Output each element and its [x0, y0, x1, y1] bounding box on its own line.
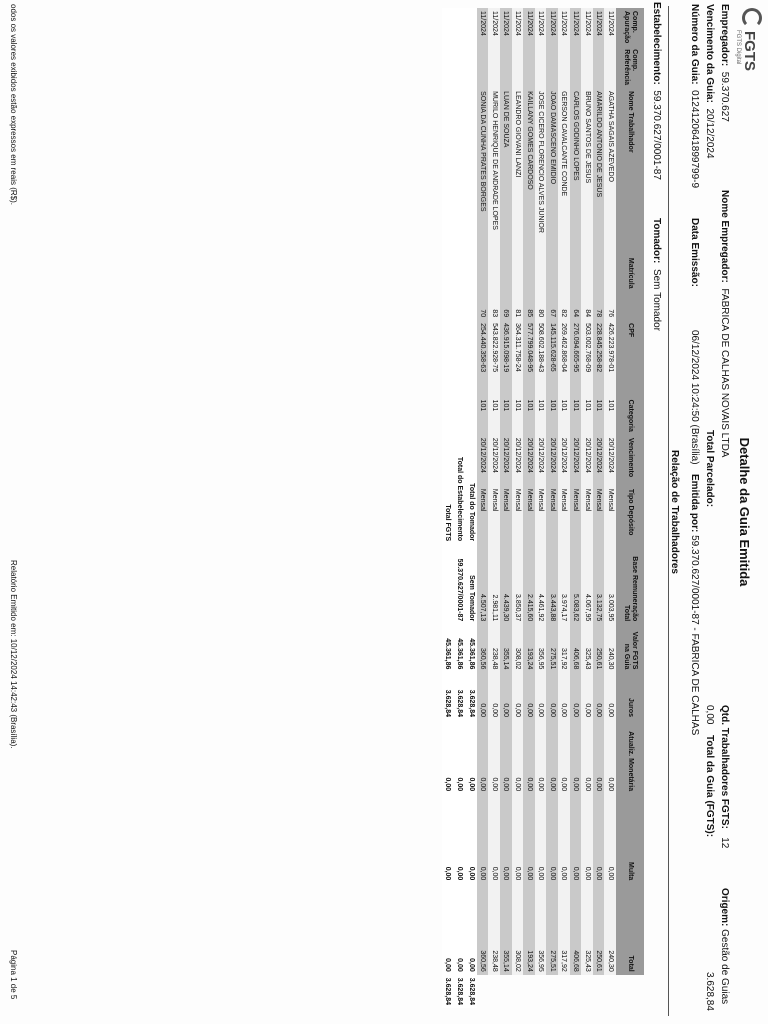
emitida-por [689, 474, 700, 735]
cell-base: 4.439,30 [500, 544, 512, 624]
cell-comp-referencia [477, 46, 489, 88]
cell-total: 360,56 [477, 883, 489, 974]
currency-note: odos os valores exibidos estão expressos em reais (R$). [9, 4, 18, 205]
cell-multa: 0,00 [523, 794, 535, 883]
nome-empregador-value: FABRICA DE CALHAS NOVAIS LTDA [719, 288, 730, 458]
empregador [719, 4, 730, 122]
cell-multa: 0,00 [570, 794, 582, 883]
data-emissao-value: 06/12/2024 10:24:50 (Brasília) [689, 330, 700, 465]
cell-tipo-deposito: Mensal [604, 486, 616, 544]
cell-multa: 0,00 [558, 794, 570, 883]
section-divider [668, 6, 669, 1016]
empregador-value: 59.370.627 [719, 71, 730, 122]
cell-base: 2.981,11 [488, 544, 500, 624]
cell-categoria: 101 [535, 397, 547, 435]
total-fgts-row-label: Total FGTS [442, 397, 454, 545]
cell-atualiz: 0,00 [570, 720, 582, 794]
cell-nome: JOAO DAMASCENO EMIDIO [546, 88, 558, 255]
cell-cpf: 269.462.868-04 [558, 320, 570, 396]
col-base: Base Remuneração Total [616, 544, 644, 624]
cell-multa: 0,00 [535, 794, 547, 883]
cell-atualiz: 0,00 [535, 720, 547, 794]
cell-nome: AGATHA SAGAIS AZEVEDO [604, 88, 616, 255]
total-estabelecimento-row-multa: 0,00 [454, 883, 466, 974]
total-estabelecimento-row-name: 59.370.627/0001-87 [454, 544, 466, 624]
cell-comp-referencia [604, 46, 616, 88]
empregador-label: Empregador: [719, 4, 730, 67]
col-atualiz: Atualiz. Monetária [616, 720, 644, 794]
vencimento-guia [704, 4, 715, 159]
cell-atualiz: 0,00 [546, 720, 558, 794]
cell-categoria: 101 [500, 397, 512, 435]
qtd-trab-value: 12 [719, 837, 730, 849]
cell-cpf: 145.115.628-65 [546, 320, 558, 396]
total-fgts-row-multa: 0,00 [442, 883, 454, 974]
total-guia-label: Total da Guia (FGTS): [704, 735, 715, 838]
logo-text: FGTS [741, 31, 758, 71]
cell-total: 406,68 [570, 883, 582, 974]
tomador-label: Tomador: [651, 218, 662, 264]
total-parcelado-value: 0,00 [704, 705, 715, 725]
table-row [523, 8, 535, 1008]
cell-nome: SONIA DA CUNHA PRATES BORGES [477, 88, 489, 255]
cell-cpf: 228.845.258-82 [593, 320, 605, 396]
cell-multa: 0,00 [604, 794, 616, 883]
col-cpf: CPF [616, 320, 644, 396]
total-tomador-fgts: 3.628,84 [465, 672, 477, 720]
spacer-cell [454, 8, 466, 397]
total-tomador-label: Total do Tomador [465, 435, 477, 544]
cell-matricula: 81 [512, 255, 524, 320]
cell-comp-referencia [581, 46, 593, 88]
cell-nome: GERSON CAVALCANTE CONDE [558, 88, 570, 255]
cell-vencimento: 20/12/2024 [500, 435, 512, 486]
cell-atualiz: 0,00 [488, 720, 500, 794]
cell-juros: 0,00 [500, 672, 512, 720]
cell-matricula: 84 [581, 255, 593, 320]
cell-matricula: 64 [570, 255, 582, 320]
cell-vencimento: 20/12/2024 [488, 435, 500, 486]
cell-cpf: 503.002.768-09 [581, 320, 593, 396]
total-estabelecimento-row-label: Total do Estabelecimento [454, 397, 466, 545]
col-multa: Multa [616, 794, 644, 883]
cell-comp-apuracao: 11/2024 [535, 8, 547, 46]
cell-comp-referencia [512, 46, 524, 88]
cell-atualiz: 0,00 [477, 720, 489, 794]
cell-valor-fgts: 250,61 [593, 624, 605, 672]
table-row [488, 8, 500, 1008]
origem-value: Gestão de Guias [719, 929, 730, 1005]
cell-categoria: 101 [512, 397, 524, 435]
cell-valor-fgts: 308,02 [512, 624, 524, 672]
cell-vencimento: 20/12/2024 [604, 435, 616, 486]
cell-comp-apuracao: 11/2024 [558, 8, 570, 46]
col-comp-referencia: Comp. Referência [616, 46, 644, 88]
table-row [477, 8, 489, 1008]
cell-valor-fgts: 275,51 [546, 624, 558, 672]
cell-tipo-deposito: Mensal [477, 486, 489, 544]
numero-guia-value: 0124120641899799-9 [689, 90, 700, 189]
cell-tipo-deposito: Mensal [488, 486, 500, 544]
cell-nome: JOSE CICERO FLORENCIO ALVES JUNIOR [535, 88, 547, 255]
page-number: Página 1 de 5 [9, 950, 18, 1000]
cell-comp-referencia [535, 46, 547, 88]
cell-categoria: 101 [604, 397, 616, 435]
total-estabelecimento-row-juros: 0,00 [454, 720, 466, 794]
total-fgts-row-name [442, 544, 454, 624]
cell-tipo-deposito: Mensal [570, 486, 582, 544]
cell-nome: LEANDRO GIOVANI LANZI [512, 88, 524, 255]
table-header-row [616, 8, 644, 1008]
col-vencimento: Vencimento [616, 435, 644, 486]
cell-total: 355,14 [500, 883, 512, 974]
cell-base: 2.415,60 [523, 544, 535, 624]
cell-tipo-deposito: Mensal [593, 486, 605, 544]
cell-valor-fgts: 238,48 [488, 624, 500, 672]
cell-atualiz: 0,00 [512, 720, 524, 794]
cell-tipo-deposito: Mensal [581, 486, 593, 544]
cell-juros: 0,00 [488, 672, 500, 720]
cell-total: 275,51 [546, 883, 558, 974]
cell-matricula: 76 [604, 255, 616, 320]
cell-tipo-deposito: Mensal [512, 486, 524, 544]
table-row [593, 8, 605, 1008]
cell-atualiz: 0,00 [604, 720, 616, 794]
cell-juros: 0,00 [581, 672, 593, 720]
table-row [558, 8, 570, 1008]
col-categoria: Categoria [616, 397, 644, 435]
col-matricula: Matrícula [616, 255, 644, 320]
cell-comp-apuracao: 11/2024 [488, 8, 500, 46]
logo-subtext: FGTS Digital [735, 30, 741, 65]
cell-nome: LUAN DE SOUZA [500, 88, 512, 255]
total-tomador-juros: 0,00 [465, 720, 477, 794]
cell-valor-fgts: 360,56 [477, 624, 489, 672]
cell-multa: 0,00 [512, 794, 524, 883]
cell-juros: 0,00 [570, 672, 582, 720]
cell-matricula: 69 [500, 255, 512, 320]
cell-comp-referencia [523, 46, 535, 88]
cell-tipo-deposito: Mensal [546, 486, 558, 544]
cell-cpf: 364.311.758-24 [512, 320, 524, 396]
total-guia [704, 735, 715, 837]
cell-cpf: 436.915.098-19 [500, 320, 512, 396]
cell-juros: 0,00 [593, 672, 605, 720]
cell-vencimento: 20/12/2024 [512, 435, 524, 486]
cell-comp-apuracao: 11/2024 [593, 8, 605, 46]
emitida-por-label: Emitida por: [689, 474, 700, 533]
cell-nome: CARLOS GODINHO LOPES [570, 88, 582, 255]
total-fgts-row-fgts: 3.628,84 [442, 672, 454, 720]
cell-cpf: 254.440.358-63 [477, 320, 489, 396]
table-row [546, 8, 558, 1008]
nome-empregador [719, 190, 730, 457]
cell-cpf: 508.602.188-43 [535, 320, 547, 396]
cell-nome: MURILO HENRIQUE DE ANDRADE LOPES [488, 88, 500, 255]
cell-juros: 0,00 [558, 672, 570, 720]
cell-cpf: 543.822.928-75 [488, 320, 500, 396]
cell-base: 4.461,92 [535, 544, 547, 624]
table-row [535, 8, 547, 1008]
cell-multa: 0,00 [500, 794, 512, 883]
cell-multa: 0,00 [477, 794, 489, 883]
total-estabelecimento-row-total: 3.628,84 [454, 975, 466, 1008]
table-row [500, 8, 512, 1008]
cell-vencimento: 20/12/2024 [546, 435, 558, 486]
vencimento-label: Vencimento da Guia: [704, 4, 715, 103]
cell-matricula: 82 [558, 255, 570, 320]
cell-atualiz: 0,00 [558, 720, 570, 794]
cell-vencimento: 20/12/2024 [535, 435, 547, 486]
cell-comp-referencia [500, 46, 512, 88]
cell-total: 240,30 [604, 883, 616, 974]
total-fgts-row [442, 8, 454, 1008]
cell-matricula: 70 [477, 255, 489, 320]
total-estabelecimento-row-base: 45.361,86 [454, 624, 466, 672]
cell-nome: KAILLANY GOMES CARDOSO [523, 88, 535, 255]
col-comp-apuracao: Comp. Apuração [616, 8, 644, 46]
data-emissao-label: Data Emissão: [689, 218, 700, 287]
col-total: Total [616, 883, 644, 974]
cell-multa: 0,00 [488, 794, 500, 883]
cell-comp-apuracao: 11/2024 [581, 8, 593, 46]
cell-base: 4.067,95 [581, 544, 593, 624]
cell-comp-referencia [558, 46, 570, 88]
cell-categoria: 101 [477, 397, 489, 435]
tomador [651, 218, 662, 331]
cell-categoria: 101 [570, 397, 582, 435]
cell-comp-apuracao: 11/2024 [604, 8, 616, 46]
cell-base: 3.003,95 [604, 544, 616, 624]
origem-label: Origem: [719, 888, 730, 927]
cell-atualiz: 0,00 [581, 720, 593, 794]
cell-base: 3.132,75 [593, 544, 605, 624]
cell-categoria: 101 [488, 397, 500, 435]
cell-categoria: 101 [593, 397, 605, 435]
cell-valor-fgts: 193,24 [523, 624, 535, 672]
cell-comp-referencia [570, 46, 582, 88]
cell-tipo-deposito: Mensal [500, 486, 512, 544]
cell-juros: 0,00 [535, 672, 547, 720]
cell-matricula: 85 [523, 255, 535, 320]
cell-total: 325,43 [581, 883, 593, 974]
cell-comp-apuracao: 11/2024 [523, 8, 535, 46]
qtd-trab-label: Qtd. Trabalhadores FGTS: [719, 705, 730, 829]
spacer-cell [442, 8, 454, 397]
cell-categoria: 101 [558, 397, 570, 435]
col-nome: Nome Trabalhador [616, 88, 644, 255]
cell-matricula: 78 [593, 255, 605, 320]
cell-vencimento: 20/12/2024 [593, 435, 605, 486]
cell-comp-referencia [593, 46, 605, 88]
table-row [570, 8, 582, 1008]
cell-juros: 0,00 [546, 672, 558, 720]
col-tipo-deposito: Tipo Depósito [616, 486, 644, 544]
cell-vencimento: 20/12/2024 [477, 435, 489, 486]
cell-base: 5.083,62 [570, 544, 582, 624]
total-tomador-row [465, 8, 477, 1008]
total-fgts-row-juros: 0,00 [442, 720, 454, 794]
cell-base: 3.974,17 [558, 544, 570, 624]
qtd-trabalhadores [719, 705, 730, 848]
estabelecimento-label: Estabelecimento: [651, 2, 662, 85]
cell-valor-fgts: 356,95 [535, 624, 547, 672]
cell-atualiz: 0,00 [523, 720, 535, 794]
cell-total: 238,48 [488, 883, 500, 974]
cell-multa: 0,00 [546, 794, 558, 883]
cell-categoria: 101 [546, 397, 558, 435]
origem [719, 888, 730, 1004]
total-tomador-base: 45.361,86 [465, 624, 477, 672]
cell-valor-fgts: 355,14 [500, 624, 512, 672]
col-valor-fgts: Valor FGTS na Guia [616, 624, 644, 672]
workers-table [442, 8, 644, 1008]
cell-vencimento: 20/12/2024 [523, 435, 535, 486]
cell-valor-fgts: 325,43 [581, 624, 593, 672]
cell-tipo-deposito: Mensal [535, 486, 547, 544]
total-tomador-name: Sem Tomador [465, 544, 477, 624]
cell-atualiz: 0,00 [593, 720, 605, 794]
cell-total: 317,92 [558, 883, 570, 974]
emitida-por-value: 59.370.627/0001-87 - FABRICA DE CALHAS [689, 535, 700, 736]
cell-juros: 0,00 [604, 672, 616, 720]
cell-juros: 0,00 [477, 672, 489, 720]
cell-tipo-deposito: Mensal [558, 486, 570, 544]
cell-matricula: 80 [535, 255, 547, 320]
cell-base: 3.443,88 [546, 544, 558, 624]
cell-atualiz: 0,00 [500, 720, 512, 794]
total-fgts-row-total: 3.628,84 [442, 975, 454, 1008]
cell-total: 308,02 [512, 883, 524, 974]
nome-empregador-label: Nome Empregador: [719, 190, 730, 283]
page-title: Detalhe da Guia Emitida [737, 437, 752, 587]
total-estabelecimento-row-atualiz: 0,00 [454, 794, 466, 883]
cell-nome: AMARILDO ANTONIO DE JESUS [593, 88, 605, 255]
cell-base: 3.850,37 [512, 544, 524, 624]
cell-matricula: 83 [488, 255, 500, 320]
report-emitted: Relatório Emitido em: 10/12/2024 14:42:43 (Brasília). [9, 560, 18, 749]
total-parcelado [704, 430, 715, 507]
cell-cpf: 276.094.665-95 [570, 320, 582, 396]
cell-vencimento: 20/12/2024 [558, 435, 570, 486]
cell-valor-fgts: 406,68 [570, 624, 582, 672]
cell-comp-apuracao: 11/2024 [512, 8, 524, 46]
table-row [581, 8, 593, 1008]
col-juros: Juros [616, 672, 644, 720]
total-tomador-atualiz: 0,00 [465, 794, 477, 883]
cell-multa: 0,00 [581, 794, 593, 883]
table-row [512, 8, 524, 1008]
total-fgts-row-base: 45.361,86 [442, 624, 454, 672]
estabelecimento-value: 59.370.627/0001-87 [651, 90, 662, 180]
section-title: Relação de Trabalhadores [669, 450, 680, 574]
cell-tipo-deposito: Mensal [523, 486, 535, 544]
tomador-value: Sem Tomador [651, 268, 662, 332]
cell-nome: BRUNO SANTOS DE JESUS [581, 88, 593, 255]
cell-comp-apuracao: 11/2024 [570, 8, 582, 46]
cell-base: 4.507,13 [477, 544, 489, 624]
cell-total: 250,61 [593, 883, 605, 974]
cell-total: 193,24 [523, 883, 535, 974]
estabelecimento [651, 2, 662, 180]
cell-cpf: 426.223.978-01 [604, 320, 616, 396]
cell-multa: 0,00 [593, 794, 605, 883]
cell-valor-fgts: 240,30 [604, 624, 616, 672]
vencimento-value: 20/12/2024 [704, 108, 715, 159]
cell-vencimento: 20/12/2024 [570, 435, 582, 486]
total-fgts-row-atualiz: 0,00 [442, 794, 454, 883]
total-parcelado-label: Total Parcelado: [704, 430, 715, 508]
cell-comp-apuracao: 11/2024 [500, 8, 512, 46]
total-estabelecimento-row-fgts: 3.628,84 [454, 672, 466, 720]
cell-juros: 0,00 [523, 672, 535, 720]
total-estabelecimento-row [454, 8, 466, 1008]
total-tomador-total: 3.628,84 [465, 975, 477, 1008]
cell-comp-apuracao: 11/2024 [546, 8, 558, 46]
cell-total: 356,95 [535, 883, 547, 974]
data-emissao [689, 218, 700, 287]
cell-comp-referencia [546, 46, 558, 88]
cell-comp-apuracao: 11/2024 [477, 8, 489, 46]
cell-comp-referencia [488, 46, 500, 88]
numero-guia-label: Número da Guia: [689, 4, 700, 85]
cell-categoria: 101 [581, 397, 593, 435]
cell-categoria: 101 [523, 397, 535, 435]
total-tomador-multa: 0,00 [465, 883, 477, 974]
table-row [604, 8, 616, 1008]
numero-guia [689, 4, 700, 188]
cell-matricula: 67 [546, 255, 558, 320]
cell-valor-fgts: 317,92 [558, 624, 570, 672]
cell-vencimento: 20/12/2024 [581, 435, 593, 486]
cell-cpf: 577.799.048-95 [523, 320, 535, 396]
total-guia-value: 3.628,84 [704, 972, 715, 1011]
cell-juros: 0,00 [512, 672, 524, 720]
